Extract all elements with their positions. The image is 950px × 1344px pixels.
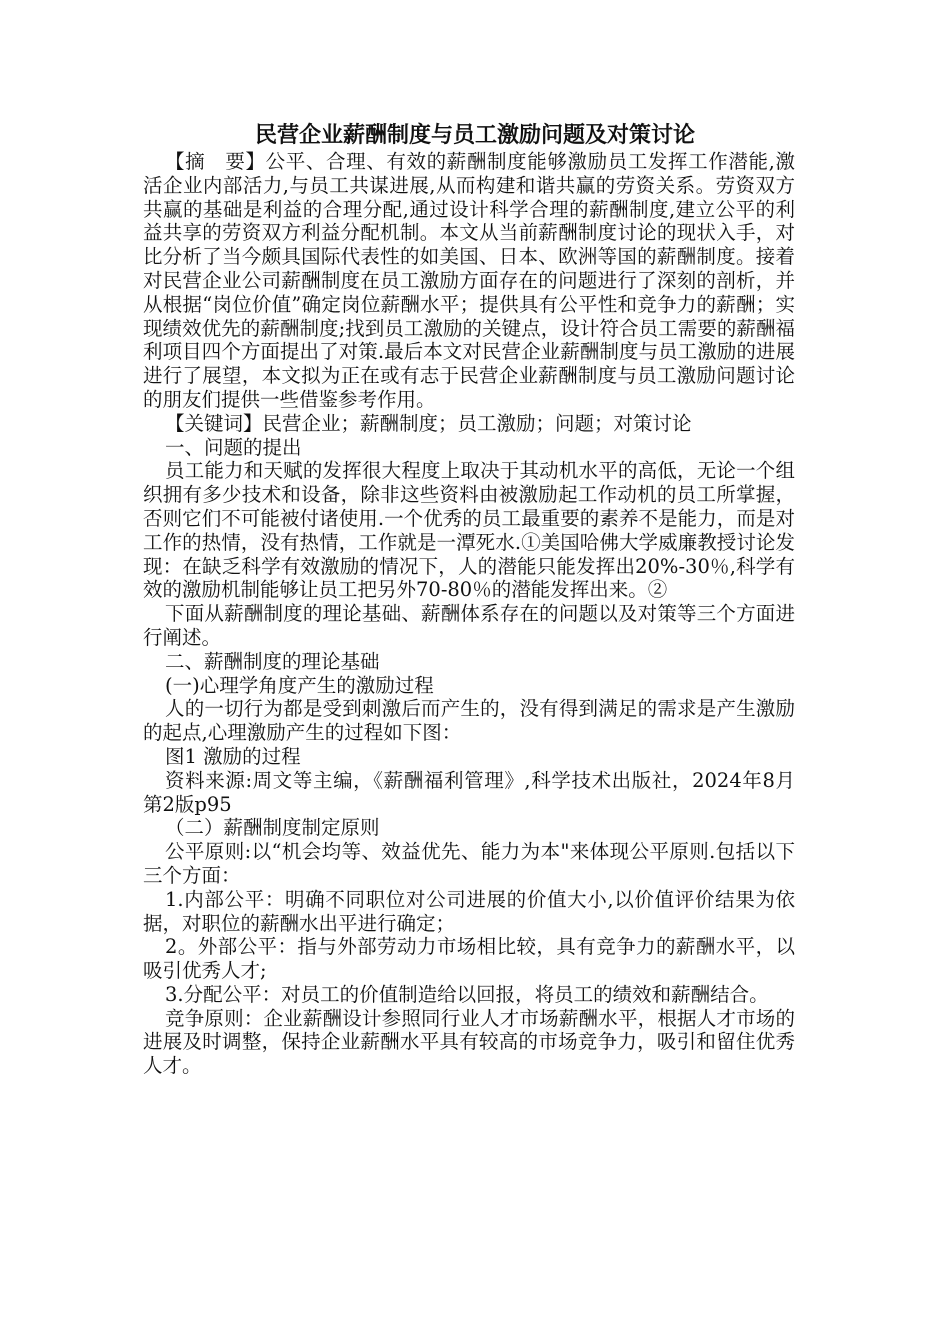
external-fairness-item: 2。外部公平：指与外部劳动力市场相比较，具有竞争力的薪酬水平，以吸引优秀人才;: [143, 935, 795, 983]
fairness-principle-paragraph: 公平原则:以“机会均等、效益优先、能力为本"来体现公平原则.包括以下三个方面：: [143, 840, 795, 887]
section2-heading: 二、薪酬制度的理论基础: [165, 649, 380, 673]
section2-subheading-2: （二）薪酬制度制定原则: [165, 816, 380, 840]
section1-heading: 一、问题的提出: [165, 435, 302, 459]
document-title: 民营企业薪酬制度与员工激励问题及对策讨论: [255, 122, 696, 148]
abstract-paragraph: 【摘 要】公平、合理、有效的薪酬制度能够激励员工发挥工作潜能,激活企业内部活力,与员工共谋进展,从而构建和谐共赢的劳资关系。劳资双方共赢的基础是利益的合理分配,通过设计科学合理的薪酬制度,建立公平的利益共享的劳资双方利益分配机制。本文从当前薪酬制度讨论的现状入手，对比分析了当今颇具国际代表性的如美国、日本、欧洲等国的薪酬制度。接着对民营企业公司薪酬制度在员工激励方面存在的问题进行了深刻的剖析，并从根据“岗位价值”确定岗位薪酬水平；提供具有公平性和竞争力的薪酬；实现绩效优先的薪酬制度;找到员工激励的关键点，设计符合员工需要的薪酬福利项目四个方面提出了对策.最后本文对民营企业薪酬制度与员工激励的进展进行了展望，本文拟为正在或有志于民营企业薪酬制度与员工激励问题讨论的朋友们提供一些借鉴参考作用。: [143, 150, 795, 411]
competition-principle-paragraph: 竞争原则：企业薪酬设计参照同行业人才市场薪酬水平，根据人才市场的进展及时调整，保持企业薪酬水平具有较高的市场竞争力，吸引和留住优秀人才。: [143, 1006, 795, 1078]
section2-paragraph-1: 人的一切行为都是受到刺激后而产生的，没有得到满足的需求是产生激励的起点,心理激励产生的过程如下图：: [143, 697, 795, 745]
distribution-fairness-item: 3.分配公平：对员工的价值制造给以回报，将员工的绩效和薪酬结合。: [165, 982, 769, 1006]
section2-subheading-1: (一)心理学角度产生的激励过程: [165, 673, 434, 697]
section1-paragraph-2: 下面从薪酬制度的理论基础、薪酬体系存在的问题以及对策等三个方面进行阐述。: [143, 602, 795, 649]
figure-source-note: 资料来源:周文等主编，《薪酬福利管理》,科学技术出版社，2024年8月第2版p95: [143, 768, 795, 816]
figure-caption: 图1 激励的过程: [165, 744, 301, 768]
document-page: [143, 120, 795, 1078]
section1-paragraph-1: 员工能力和天赋的发挥很大程度上取决于其动机水平的高低，无论一个组织拥有多少技术和设备，除非这些资料由被激励起工作动机的员工所掌握，否则它们不可能被付诸使用.一个优秀的员工最重要的素养不是能力，而是对工作的热情，没有热情，工作就是一潭死水.①美国哈佛大学威廉教授讨论发现：在缺乏科学有效激励的情况下，人的潜能只能发挥出20%-30％,科学有效的激励机制能够让员工把另外70-80％的潜能发挥出来。②: [143, 459, 795, 602]
keywords-paragraph: 【关键词】民营企业；薪酬制度；员工激励；问题；对策讨论: [165, 411, 692, 435]
internal-fairness-item: 1.内部公平：明确不同职位对公司进展的价值大小,以价值评价结果为依据，对职位的薪酬水出平进行确定；: [143, 887, 795, 935]
